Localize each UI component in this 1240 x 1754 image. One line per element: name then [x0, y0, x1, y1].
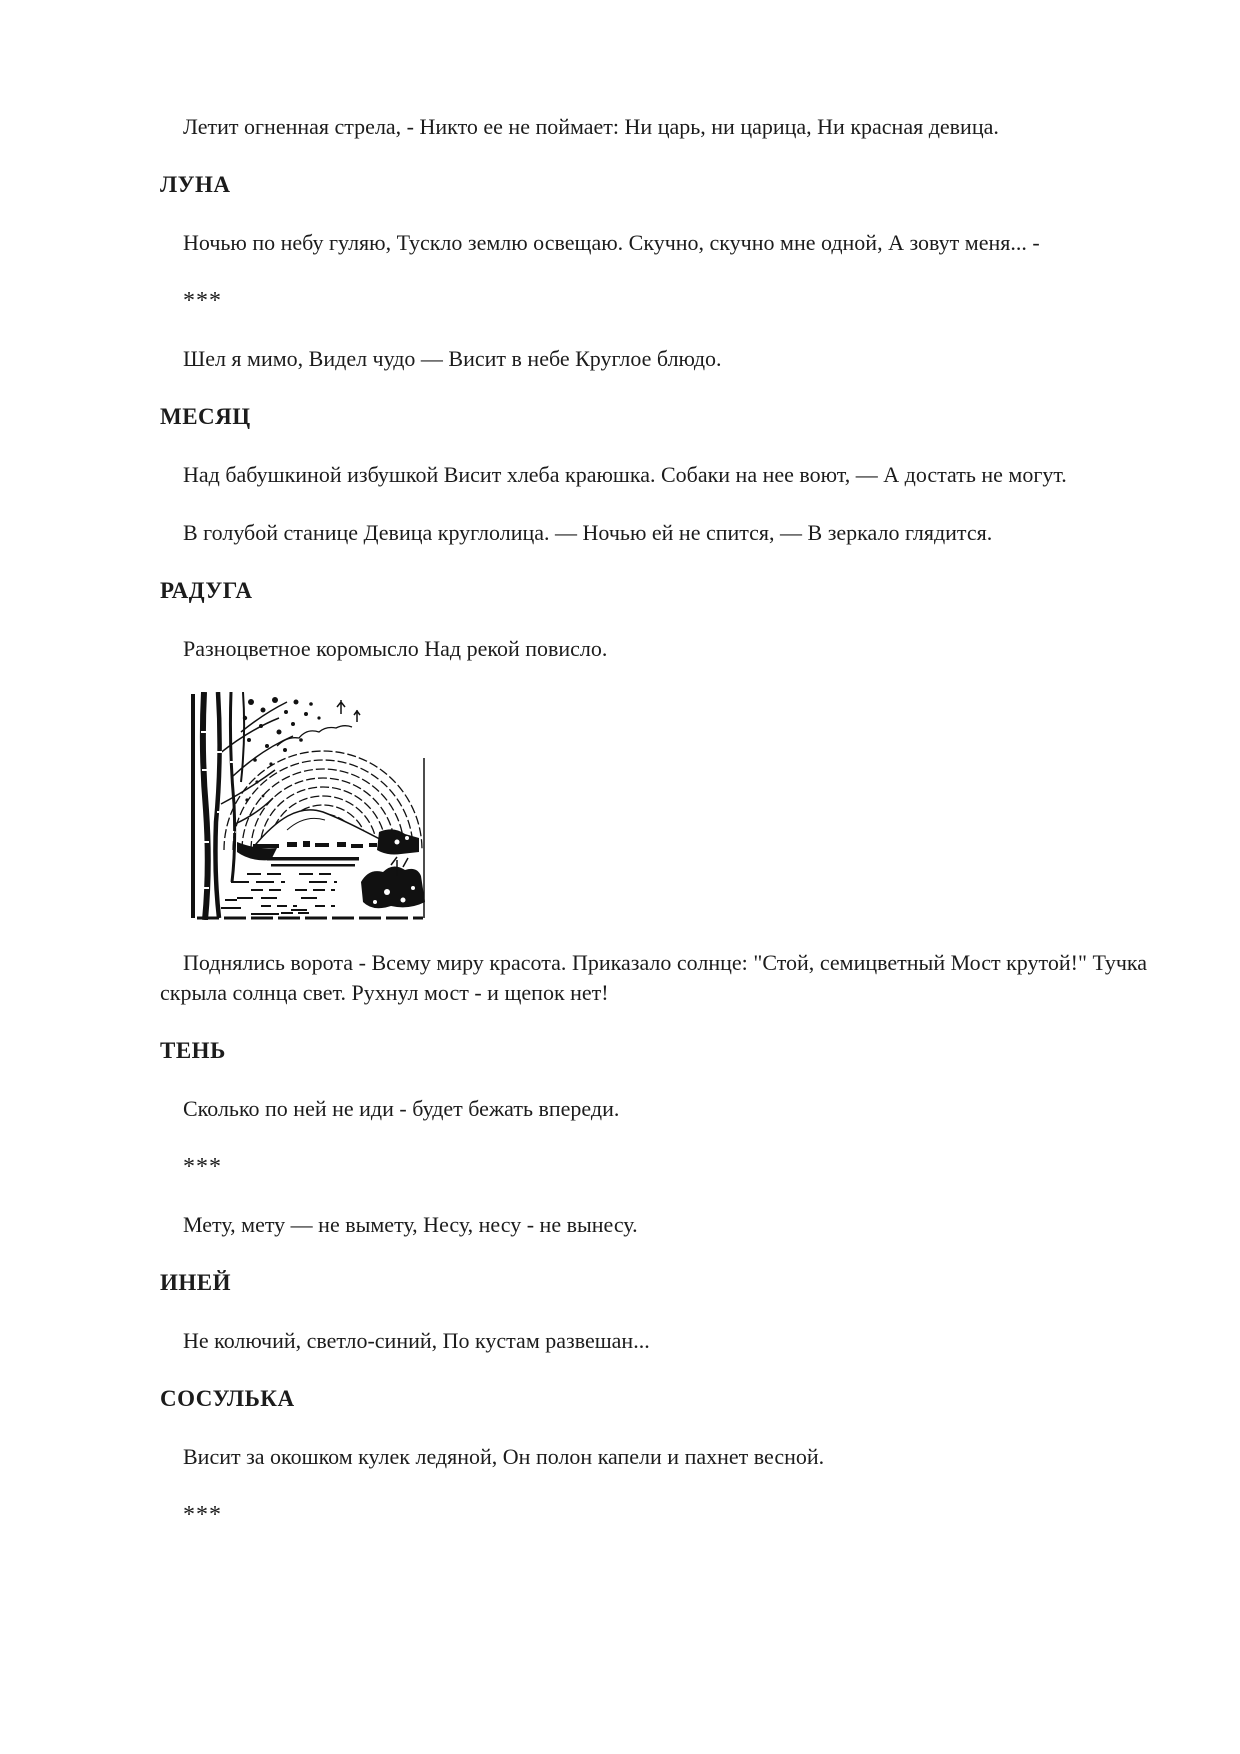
rainbow-over-river-illustration: [191, 692, 428, 920]
riddle-paragraph-yoke-over-river: Разноцветное коромысло Над рекой повисло.: [183, 636, 608, 661]
riddle-paragraph-gates-of-beauty: Поднялись ворота - Всему миру красота. Приказало солнце: "Стой, семицветный Мост крутой!" Тучка скрыла солнца свет. Рухнул мост - и щепок нет!: [160, 950, 1147, 1005]
riddle-paragraph-fire-arrow: Летит огненная стрела, - Никто ее не поймает: Ни царь, ни царица, Ни красная девица.: [183, 114, 999, 139]
riddle-paragraph-luna: Ночью по небу гуляю, Тускло землю освещаю. Скучно, скучно мне одной, А зовут меня... -: [183, 230, 1040, 255]
riddle-paragraph-round-dish: Шел я мимо, Видел чудо — Висит в небе Круглое блюдо.: [183, 346, 722, 371]
section-heading-iney: ИНЕЙ: [160, 1270, 232, 1295]
riddle-paragraph-bread-crust: Над бабушкиной избушкой Висит хлеба краюшка. Собаки на нее воют, — А достать не могут.: [183, 462, 1067, 487]
section-heading-raduga: РАДУГА: [160, 578, 253, 603]
asterisk-separator: ***: [183, 1502, 222, 1528]
riddle-paragraph-round-faced-maiden: В голубой станице Девица круглолица. — Ночью ей не спится, — В зеркало глядится.: [183, 520, 993, 545]
riddle-paragraph-sweep-carry: Мету, мету — не вымету, Несу, несу - не вынесу.: [183, 1212, 638, 1237]
asterisk-separator: ***: [183, 288, 222, 314]
section-heading-ten: ТЕНЬ: [160, 1038, 226, 1063]
section-heading-luna: ЛУНА: [160, 172, 231, 197]
asterisk-separator: ***: [183, 1154, 222, 1180]
riddle-paragraph-icy-bag: Висит за окошком кулек ледяной, Он полон капели и пахнет весной.: [183, 1444, 825, 1469]
riddle-paragraph-light-blue-on-bushes: Не колючий, светло-синий, По кустам развешан...: [183, 1328, 650, 1353]
section-heading-mesyats: МЕСЯЦ: [160, 404, 251, 429]
riddle-paragraph-runs-ahead: Сколько по ней не иди - будет бежать впереди.: [183, 1096, 620, 1121]
section-heading-sosulka: СОСУЛЬКА: [160, 1386, 295, 1411]
